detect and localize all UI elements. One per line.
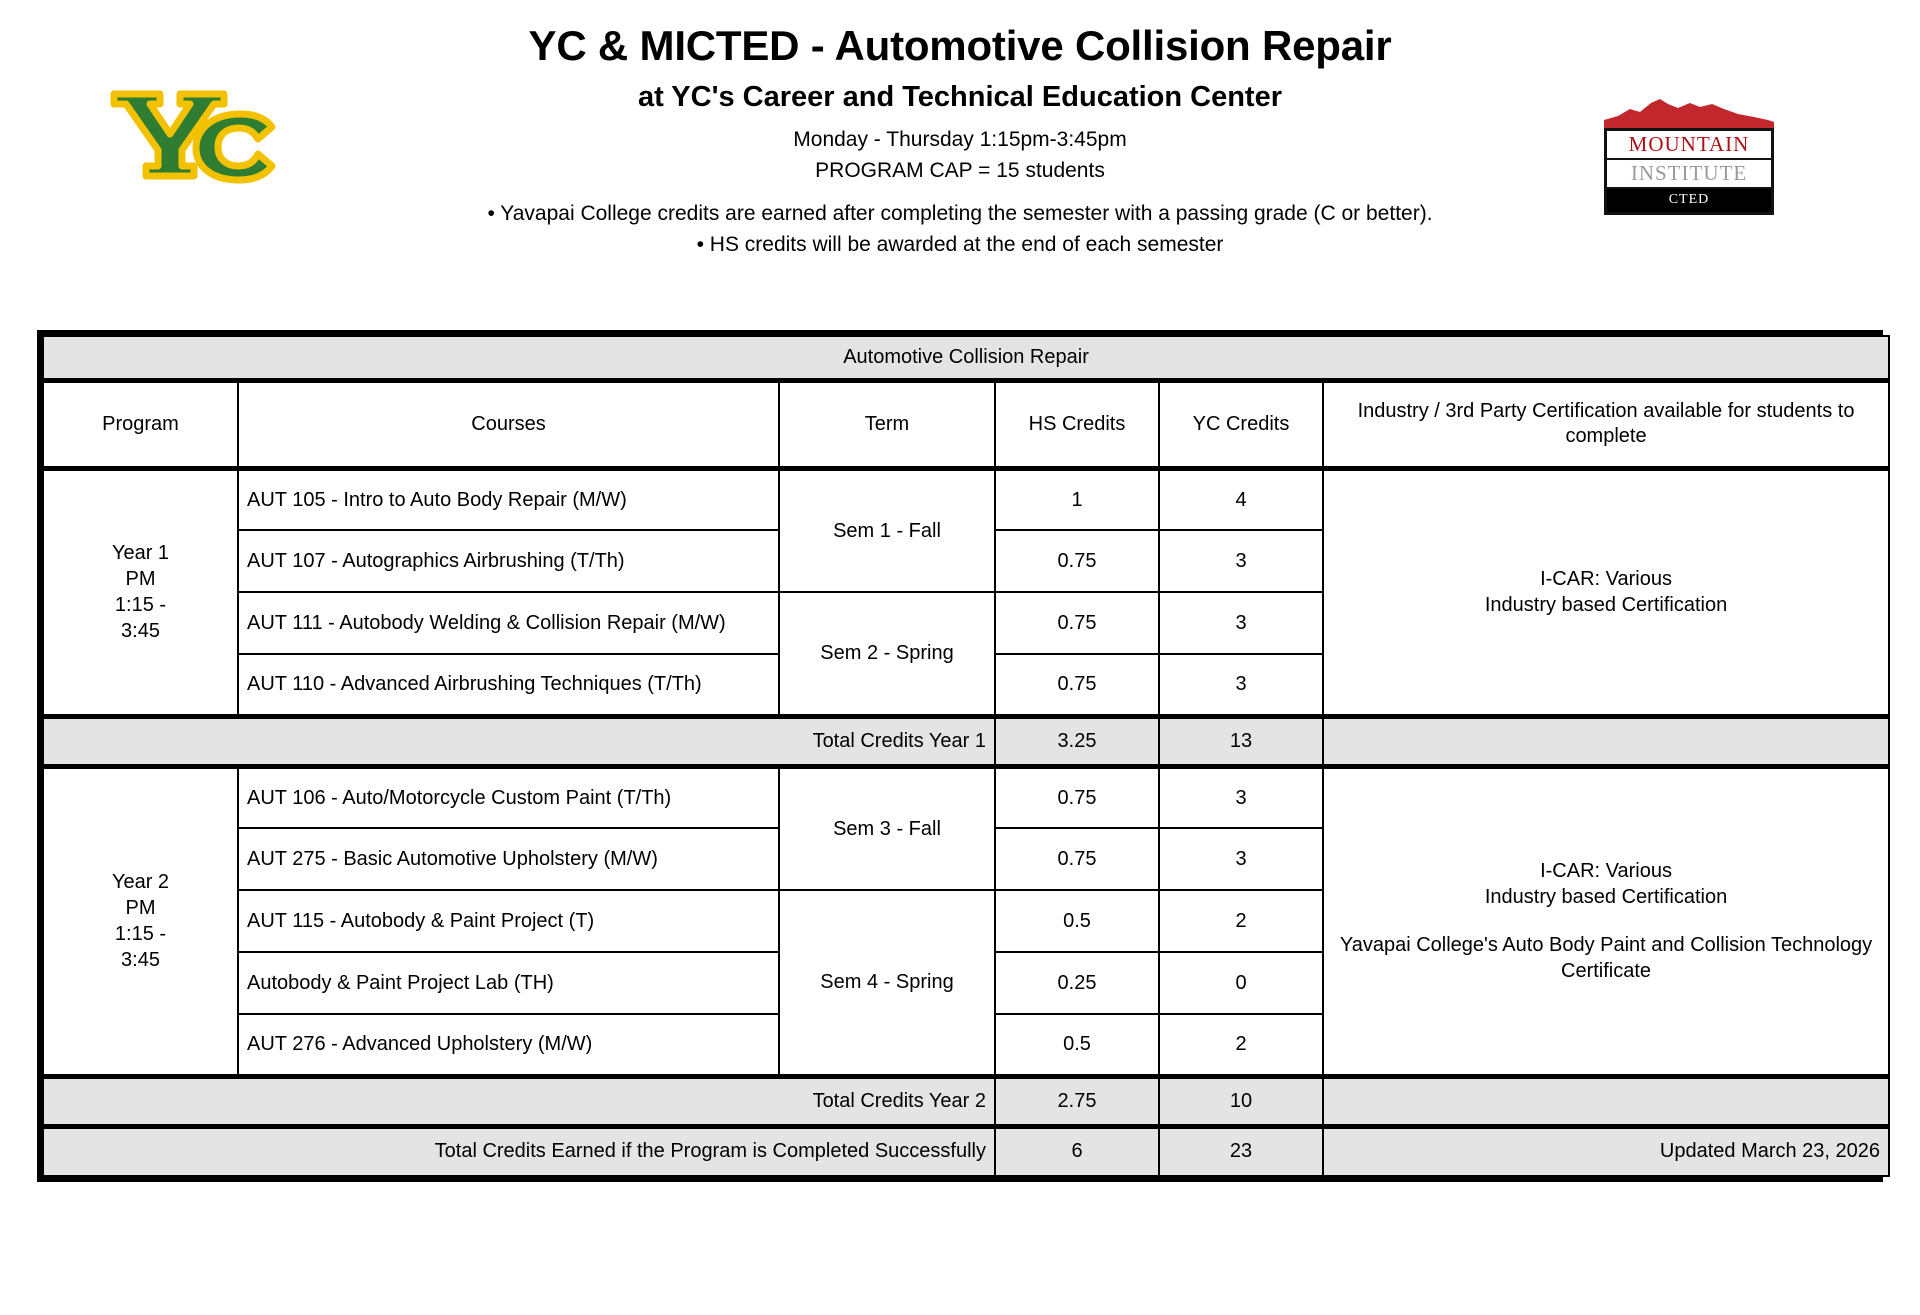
term-cell: Sem 2 - Spring	[779, 592, 995, 716]
column-header-yc-credits: YC Credits	[1159, 380, 1323, 468]
total-row-year2	[43, 1076, 1889, 1126]
program-year-label: Year 2	[111, 871, 170, 893]
note-bullet-credits: • Yavapai College credits are earned after completing the semester with a passing grade (C or better).	[487, 201, 1433, 225]
total-year1-yc: 13	[1159, 716, 1323, 766]
program-time-end: 3:45	[121, 949, 160, 971]
term-cell: Sem 3 - Fall	[779, 766, 995, 890]
note-bullet-hs-credits: • HS credits will be awarded at the end of each semester	[696, 233, 1224, 257]
program-time-end: 3:45	[121, 620, 160, 642]
total-year2-yc: 10	[1159, 1076, 1323, 1126]
hs-credits-value: 0.75	[995, 530, 1159, 592]
course-name: AUT 110 - Advanced Airbrushing Techniques (T/Th)	[238, 654, 779, 716]
table-banner: Automotive Collision Repair	[43, 336, 1889, 380]
total-year2-spacer	[1323, 1076, 1889, 1126]
certification-line: Industry based Certification	[1484, 594, 1728, 616]
total-year2-label: Total Credits Year 2	[43, 1076, 995, 1126]
table-header-row	[43, 380, 1889, 468]
table-row	[43, 766, 1889, 828]
grand-total-row	[43, 1126, 1889, 1176]
yc-credits-value: 3	[1159, 530, 1323, 592]
mountain-institute-logo	[1604, 98, 1774, 207]
program-session-label: PM	[125, 897, 156, 919]
course-name: AUT 275 - Basic Automotive Upholstery (M/W)	[238, 828, 779, 890]
yc-credits-value: 3	[1159, 592, 1323, 654]
course-name: AUT 105 - Intro to Auto Body Repair (M/W)	[238, 468, 779, 530]
hs-credits-value: 0.5	[995, 1014, 1159, 1076]
mi-word-mountain: MOUNTAIN	[1604, 128, 1774, 160]
course-name: AUT 111 - Autobody Welding & Collision Repair (M/W)	[238, 592, 779, 654]
total-year2-hs: 2.75	[995, 1076, 1159, 1126]
table-row	[43, 468, 1889, 530]
grand-total-hs: 6	[995, 1126, 1159, 1176]
program-cell-year2	[43, 766, 238, 1076]
yc-credits-value: 2	[1159, 1014, 1323, 1076]
program-cell-year1	[43, 468, 238, 716]
yc-credits-value: 3	[1159, 828, 1323, 890]
course-name: AUT 106 - Auto/Motorcycle Custom Paint (T/Th)	[238, 766, 779, 828]
hs-credits-value: 0.25	[995, 952, 1159, 1014]
mi-word-cted: CTED	[1604, 189, 1774, 215]
term-cell: Sem 4 - Spring	[779, 890, 995, 1076]
course-name: AUT 276 - Advanced Upholstery (M/W)	[238, 1014, 779, 1076]
certification-line: I-CAR: Various	[1540, 860, 1672, 882]
total-year1-spacer	[1323, 716, 1889, 766]
program-year-label: Year 1	[111, 542, 170, 564]
certification-line: I-CAR: Various	[1540, 568, 1672, 590]
certification-line: Industry based Certification	[1484, 886, 1728, 908]
hs-credits-value: 0.75	[995, 828, 1159, 890]
page-header	[0, 0, 1920, 300]
total-year1-label: Total Credits Year 1	[43, 716, 995, 766]
program-time-start: 1:15 -	[114, 594, 167, 616]
hs-credits-value: 0.75	[995, 766, 1159, 828]
term-cell: Sem 1 - Fall	[779, 468, 995, 592]
yc-credits-value: 2	[1159, 890, 1323, 952]
schedule-line: Monday - Thursday 1:15pm-3:45pm	[793, 128, 1127, 152]
page-title: YC & MICTED - Automotive Collision Repair	[528, 22, 1392, 69]
mi-word-institute: INSTITUTE	[1604, 160, 1774, 189]
certification-line: Yavapai College's Auto Body Paint and Collision Technology Certificate	[1339, 934, 1873, 982]
program-session-label: PM	[125, 568, 156, 590]
hs-credits-value: 0.75	[995, 654, 1159, 716]
grand-total-yc: 23	[1159, 1126, 1323, 1176]
hs-credits-value: 0.75	[995, 592, 1159, 654]
page-subtitle: at YC's Career and Technical Education Center	[637, 81, 1283, 114]
program-schedule-table	[37, 330, 1883, 1182]
column-header-program: Program	[43, 380, 238, 468]
course-name: AUT 115 - Autobody & Paint Project (T)	[238, 890, 779, 952]
course-name: Autobody & Paint Project Lab (TH)	[238, 952, 779, 1014]
certification-spacer	[1332, 910, 1880, 932]
program-cap-line: PROGRAM CAP = 15 students	[815, 158, 1105, 182]
updated-date: Updated March 23, 2026	[1323, 1126, 1889, 1176]
grand-total-label: Total Credits Earned if the Program is Completed Successfully	[43, 1126, 995, 1176]
hs-credits-value: 1	[995, 468, 1159, 530]
total-row-year1	[43, 716, 1889, 766]
column-header-certification: Industry / 3rd Party Certification available for students to complete	[1323, 380, 1889, 468]
certification-cell-year1	[1323, 468, 1889, 716]
table-banner-row	[43, 336, 1889, 380]
yc-credits-value: 3	[1159, 654, 1323, 716]
certification-cell-year2	[1323, 766, 1889, 1076]
yc-credits-value: 4	[1159, 468, 1323, 530]
column-header-courses: Courses	[238, 380, 779, 468]
hs-credits-value: 0.5	[995, 890, 1159, 952]
program-time-start: 1:15 -	[114, 923, 167, 945]
total-year1-hs: 3.25	[995, 716, 1159, 766]
yc-credits-value: 0	[1159, 952, 1323, 1014]
column-header-term: Term	[779, 380, 995, 468]
yc-credits-value: 3	[1159, 766, 1323, 828]
mountain-icon	[1604, 98, 1774, 128]
course-name: AUT 107 - Autographics Airbrushing (T/Th)	[238, 530, 779, 592]
column-header-hs-credits: HS Credits	[995, 380, 1159, 468]
